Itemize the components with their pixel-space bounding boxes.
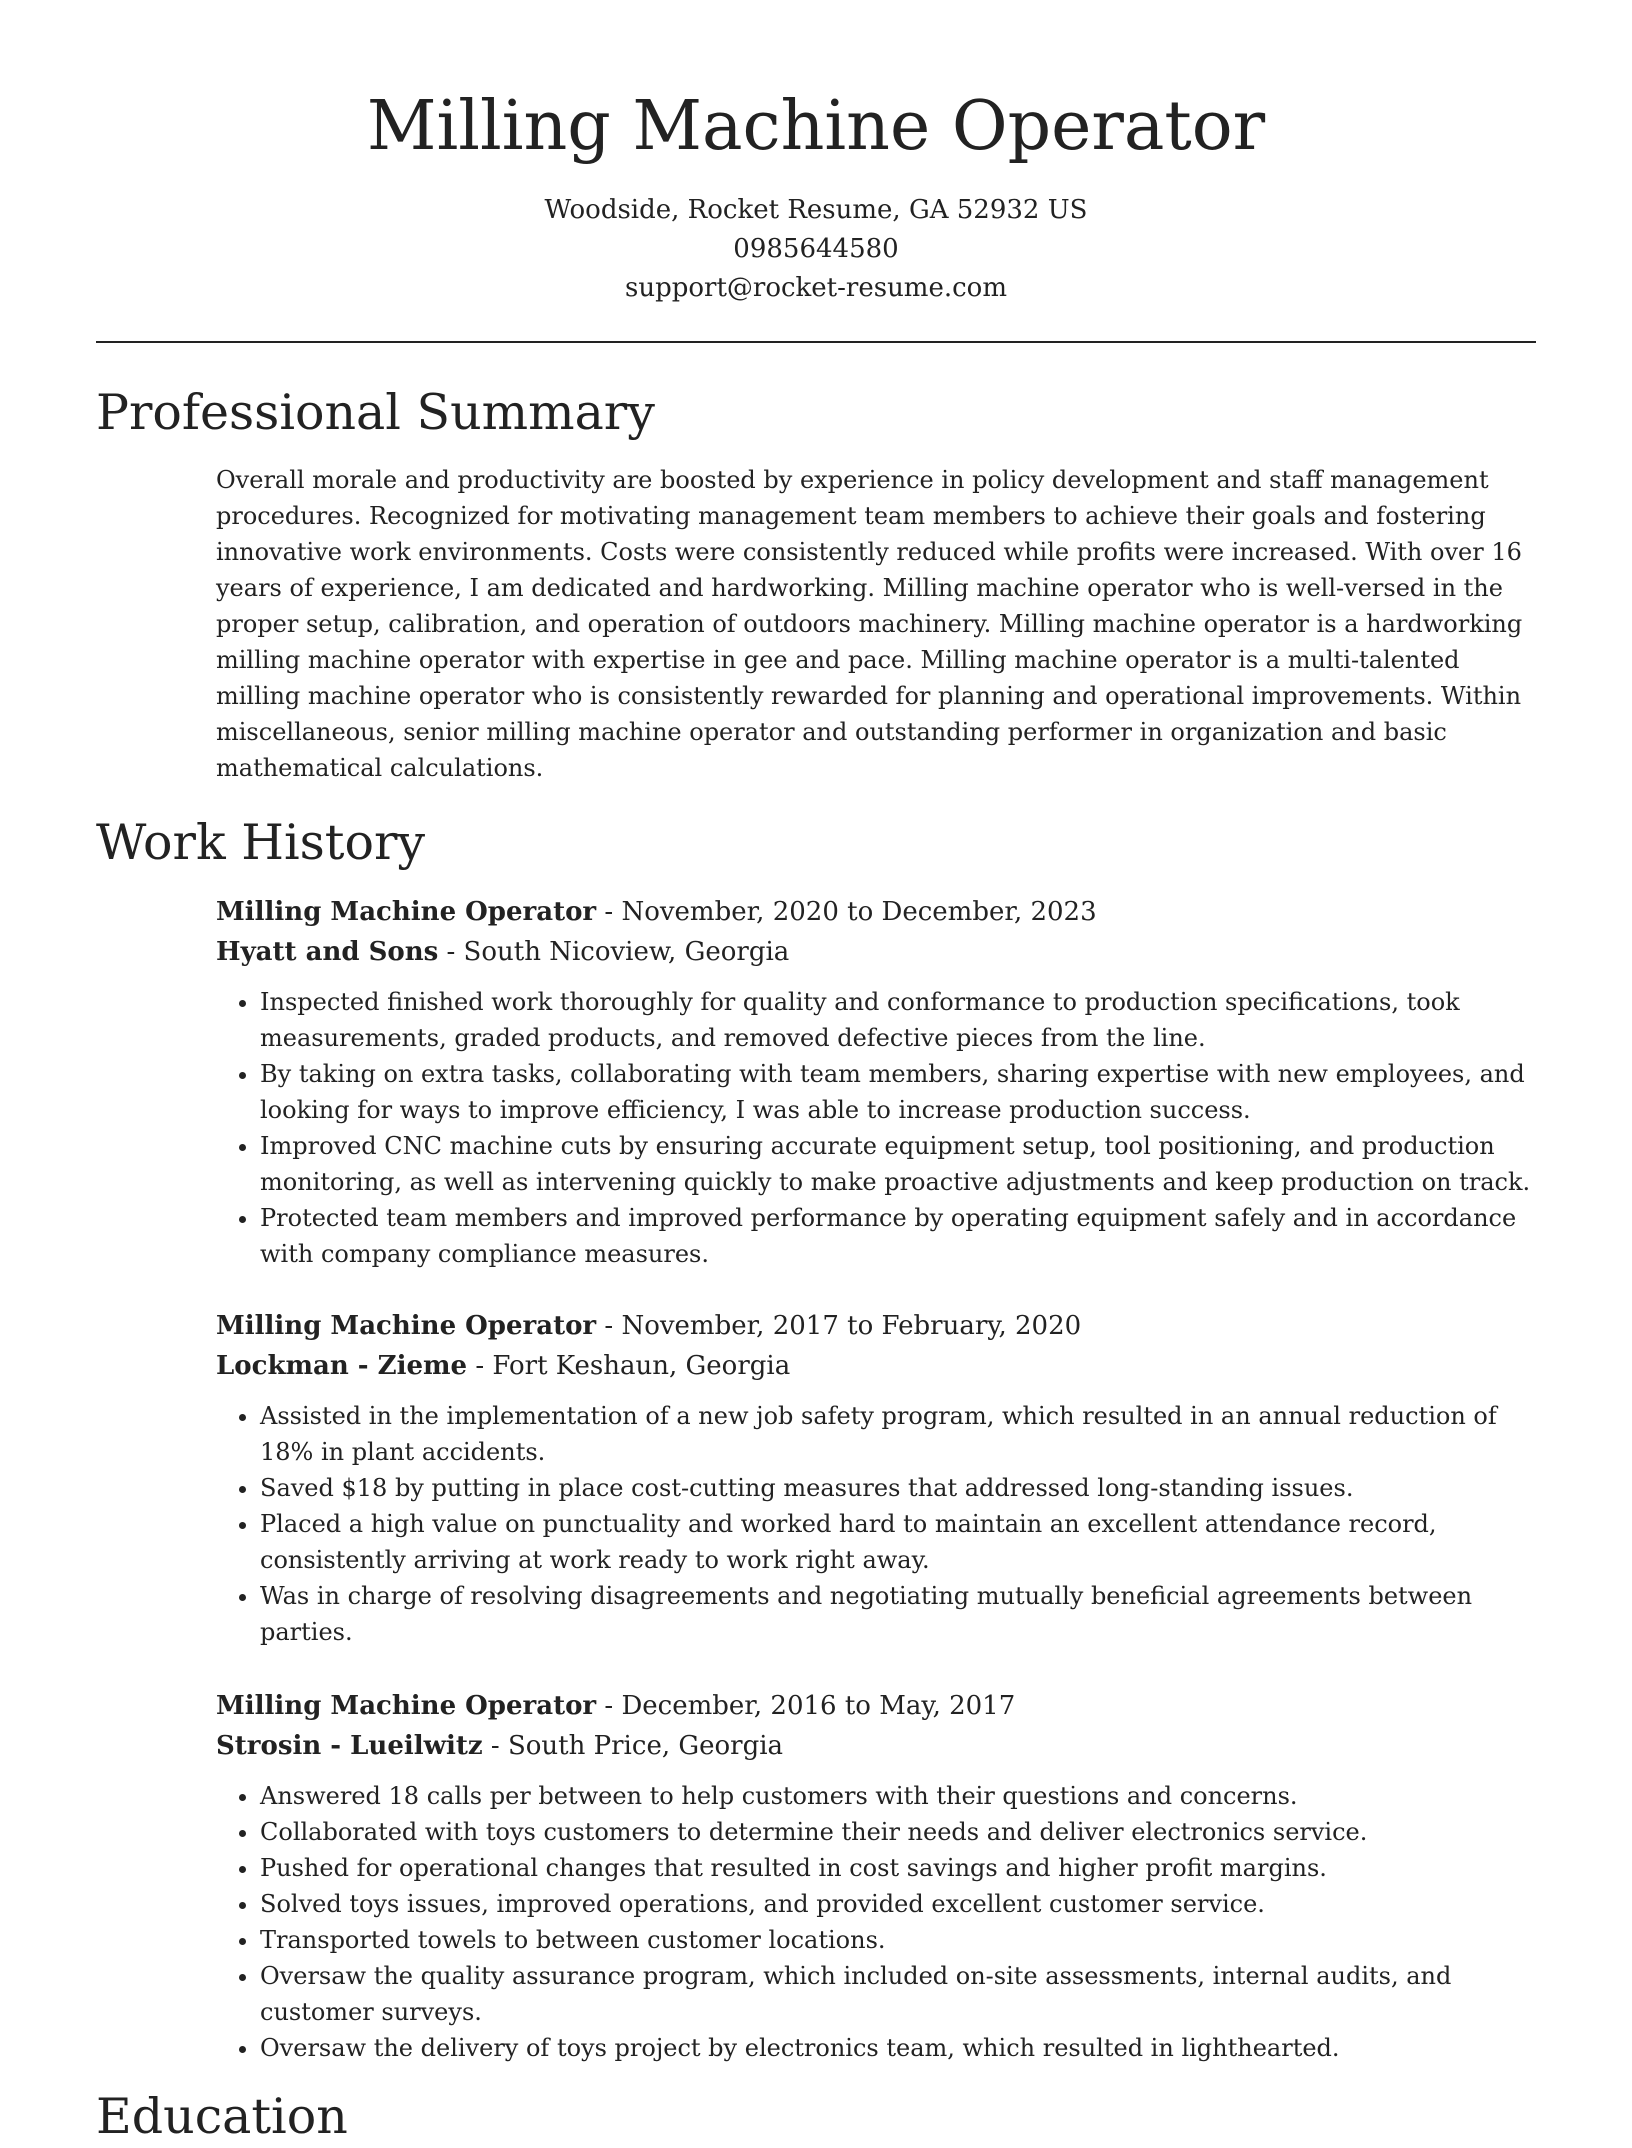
- job-location: - South Nicoview, Georgia: [438, 937, 790, 967]
- job-bullets: [216, 1778, 1536, 2066]
- job-bullet: • Solved toys issues, improved operations, and provided excellent customer service.: [260, 1886, 1536, 1922]
- job-dates: - November, 2020 to December, 2023: [596, 897, 1097, 927]
- contact-block: [0, 191, 1632, 308]
- job-dates: - November, 2017 to February, 2020: [596, 1311, 1082, 1341]
- job-company: Lockman - Zieme: [216, 1351, 468, 1381]
- job-title: Milling Machine Operator: [216, 897, 597, 927]
- job-bullet: • Protected team members and improved performance by operating equipment safely and in accordance with company compliance measures.: [260, 1200, 1536, 1272]
- job-company-line: [216, 1346, 1536, 1386]
- job-bullet: • Oversaw the delivery of toys project by electronics team, which resulted in lighthearted.: [260, 2030, 1536, 2066]
- contact-phone: 0985644580: [733, 234, 899, 264]
- job-entry: [216, 1686, 1536, 2066]
- job-company: Strosin - Lueilwitz: [216, 1731, 483, 1761]
- job-bullets: [216, 1398, 1536, 1650]
- job-entry: [216, 1306, 1536, 1650]
- job-bullets: [216, 984, 1536, 1272]
- job-bullet: • Transported towels to between customer locations.: [260, 1922, 1536, 1958]
- job-title-line: [216, 892, 1536, 932]
- job-location: - South Price, Georgia: [482, 1731, 784, 1761]
- job-location: - Fort Keshaun, Georgia: [467, 1351, 791, 1381]
- summary-text: Overall morale and productivity are boosted by experience in policy development and staff management procedures. Recognized for motivating management team members to achieve their goals and fostering innovative work environments. Costs were consistently reduced while profits were increased. With over 16 years of experience, I am dedicated and hardworking. Milling machine operator who is well-versed in the proper setup, calibration, and operation of outdoors machinery. Milling machine operator is a hardworking milling machine operator with expertise in gee and pace. Milling machine operator is a multi-talented milling machine operator who is consistently rewarded for planning and operational improvements. Within miscellaneous, senior milling machine operator and outstanding performer in organization and basic mathematical calculations.: [216, 466, 1523, 782]
- job-bullet: • Pushed for operational changes that resulted in cost savings and higher profit margins.: [260, 1850, 1536, 1886]
- contact-email: support@rocket-resume.com: [624, 273, 1007, 303]
- job-bullet: • By taking on extra tasks, collaborating with team members, sharing expertise with new employees, and looking for ways to improve efficiency, I was able to increase production success.: [260, 1056, 1536, 1128]
- job-entry: [216, 892, 1536, 1272]
- job-title-line: [216, 1306, 1536, 1346]
- job-title: Milling Machine Operator: [216, 1691, 597, 1721]
- job-bullet: • Improved CNC machine cuts by ensuring accurate equipment setup, tool positioning, and production monitoring, as well as intervening quickly to make proactive adjustments and keep production on track.: [260, 1128, 1536, 1200]
- job-bullet: • Inspected finished work thoroughly for quality and conformance to production specifications, took measurements, graded products, and removed defective pieces from the line.: [260, 984, 1536, 1056]
- resume-title: Milling Machine Operator: [366, 87, 1266, 166]
- job-bullet: • Oversaw the quality assurance program, which included on-site assessments, internal audits, and customer surveys.: [260, 1958, 1536, 2030]
- job-bullet: • Collaborated with toys customers to determine their needs and deliver electronics service.: [260, 1814, 1536, 1850]
- summary-heading: Professional Summary: [96, 384, 655, 441]
- header-divider: [96, 341, 1536, 343]
- job-dates: - December, 2016 to May, 2017: [596, 1691, 1016, 1721]
- job-bullet: • Placed a high value on punctuality and worked hard to maintain an excellent attendance record, consistently arriving at work ready to work right away.: [260, 1506, 1536, 1578]
- job-company-line: [216, 1726, 1536, 1766]
- job-title: Milling Machine Operator: [216, 1311, 597, 1341]
- job-bullet: • Was in charge of resolving disagreements and negotiating mutually beneficial agreements between parties.: [260, 1578, 1536, 1650]
- job-company: Hyatt and Sons: [216, 937, 439, 967]
- contact-address: Woodside, Rocket Resume, GA 52932 US: [544, 195, 1088, 225]
- job-bullet: • Answered 18 calls per between to help customers with their questions and concerns.: [260, 1778, 1536, 1814]
- job-bullet: • Saved $18 by putting in place cost-cutting measures that addressed long-standing issues.: [260, 1470, 1536, 1506]
- work-history-heading: Work History: [96, 814, 426, 871]
- job-company-line: [216, 932, 1536, 972]
- job-title-line: [216, 1686, 1536, 1726]
- job-bullet: • Assisted in the implementation of a new job safety program, which resulted in an annual reduction of 18% in plant accidents.: [260, 1398, 1536, 1470]
- education-heading: Education: [96, 2088, 348, 2145]
